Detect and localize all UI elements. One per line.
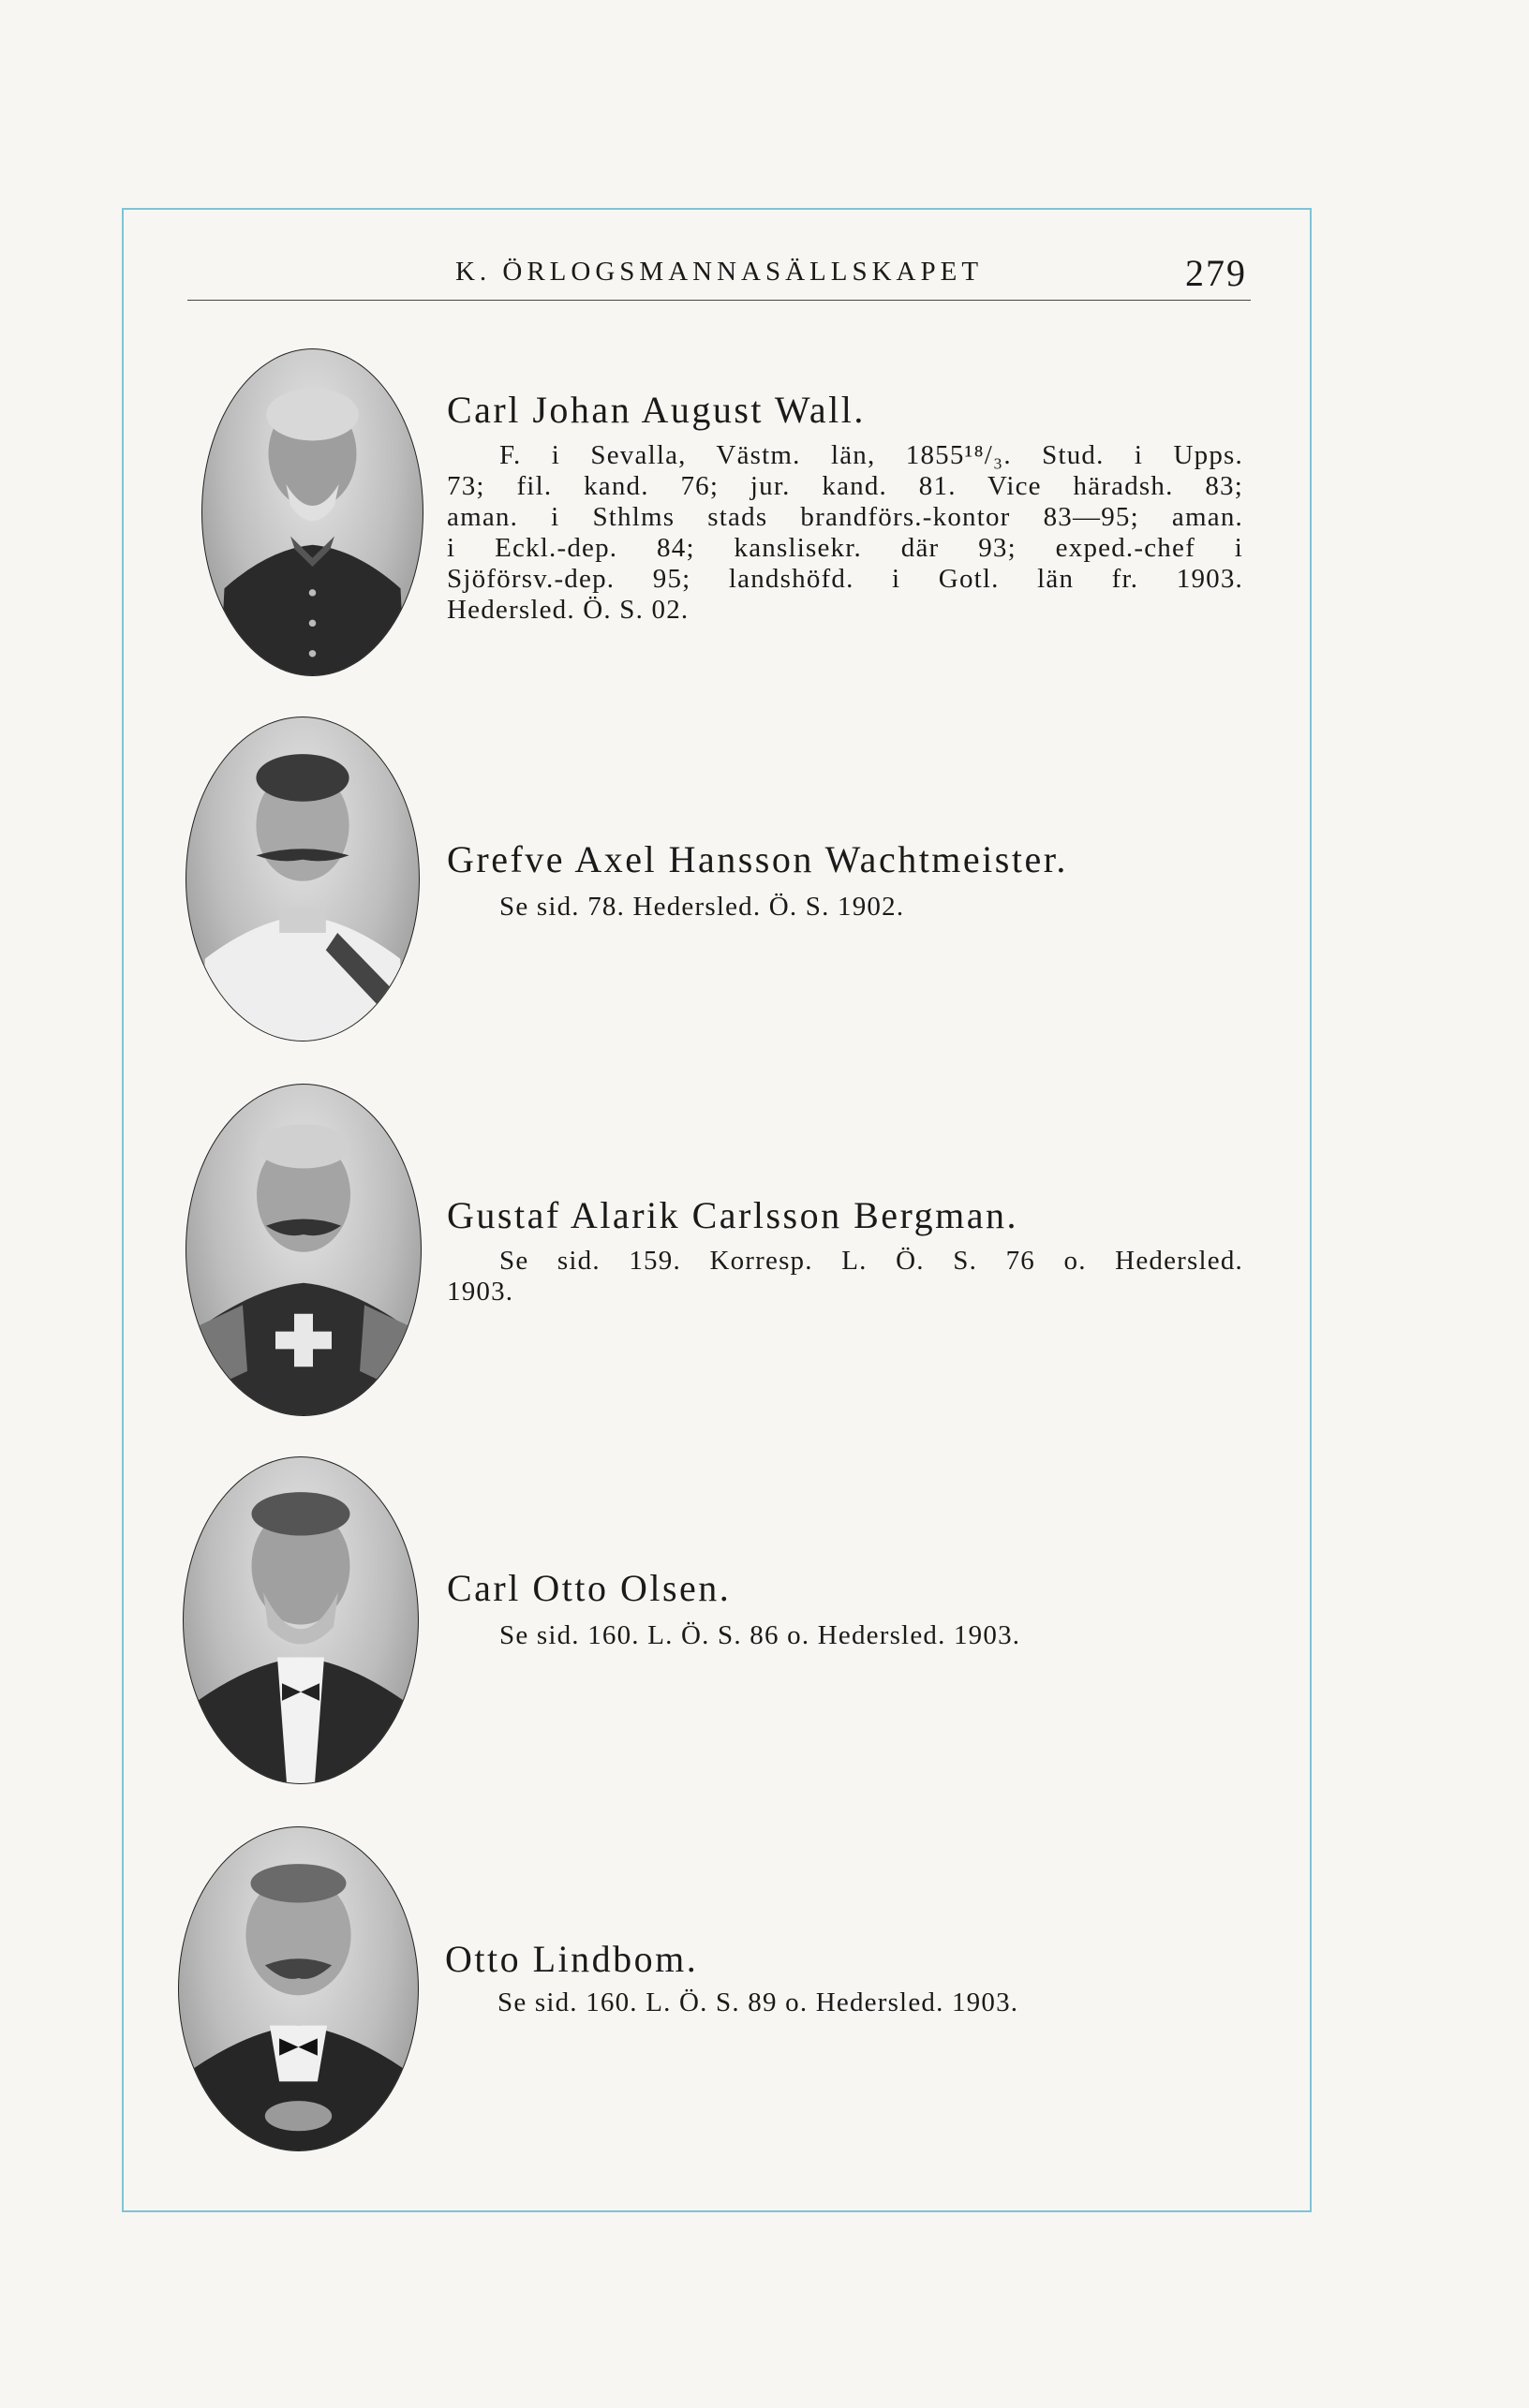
bio-line: Se sid. 159. Korresp. L. Ö. S. 76 o. Hedersled. [499,1246,1243,1276]
bio-line: Hedersled. Ö. S. 02. [447,595,690,625]
entry-name: Grefve Axel Hansson Wachtmeister. [447,838,1068,880]
bio-line: 73; fil. kand. 76; jur. kand. 81. Vice häradsh. 83; [447,471,1243,501]
entry-bio [447,440,1243,626]
entry-bio [447,1620,1215,1651]
entry-name: Otto Lindbom. [445,1938,699,1980]
bio-line: aman. i Sthlms stads brandförs.-kontor 83—95; aman. [447,502,1243,532]
entry-name: Carl Otto Olsen. [447,1567,732,1609]
running-head [187,251,1251,301]
running-title: K. ÖRLOGSMANNASÄLLSKAPET [454,257,984,287]
bio-line: Se sid. 160. L. Ö. S. 86 o. Hedersled. 1903. [499,1620,1021,1650]
entry-bio [447,892,1103,923]
portrait-olsen [183,1456,419,1784]
entry-bio [445,1987,1213,2018]
portrait-wachtmeister [186,716,420,1041]
portrait-bergman [186,1084,422,1416]
bio-line: Sjöförsv.-dep. 95; landshöfd. i Gotl. län fr. 1903. [447,564,1243,594]
bio-line: i Eckl.-dep. 84; kanslisekr. där 93; exped.-chef i [447,533,1243,563]
bio-line: Se sid. 78. Hedersled. Ö. S. 1902. [499,892,905,922]
bio-line: Se sid. 160. L. Ö. S. 89 o. Hedersled. 1903. [497,1987,1019,2017]
entry-bio [447,1246,1243,1307]
portrait-wall [201,348,423,676]
entry-name: Gustaf Alarik Carlsson Bergman. [447,1194,1019,1236]
page-number: 279 [1185,252,1247,294]
bio-line: 1903. [447,1277,514,1307]
portrait-lindbom [178,1826,419,2151]
entry-name: Carl Johan August Wall. [447,389,866,431]
bio-line: F. i Sevalla, Västm. län, 1855¹⁸/₃. Stud. i Upps. [499,440,1243,470]
